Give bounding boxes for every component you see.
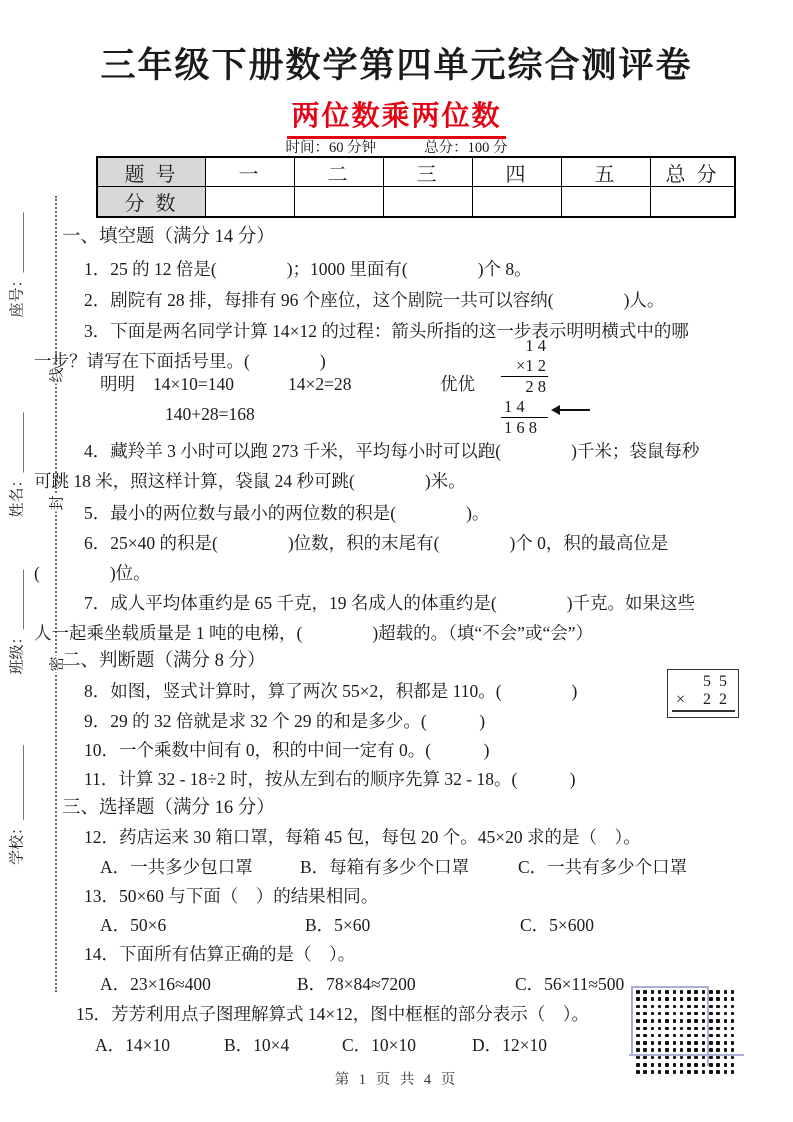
question-6-line1: 6．25×40 的积是( )位数，积的末尾有( )个 0，积的最高位是 bbox=[84, 533, 669, 553]
q8-vertical-calc-box bbox=[667, 669, 739, 718]
score-table-score-label: 分 数 bbox=[98, 187, 206, 216]
question-3-line1: 3．下面是两名同学计算 14×12 的过程：箭头所指的这一步表示明明横式中的哪 bbox=[84, 321, 689, 341]
sidebar-name-label: 姓名：＿＿＿＿ bbox=[9, 412, 26, 518]
q15-option-b: B．10×4 bbox=[224, 1035, 290, 1055]
page-title: 三年级下册数学第四单元综合测评卷 bbox=[100, 46, 693, 85]
seal-dotted-line bbox=[55, 196, 57, 992]
sidebar-school-label: 学校：＿＿＿＿＿ bbox=[9, 744, 26, 866]
page-footer: 第 1 页 共 4 页 bbox=[334, 1072, 459, 1088]
left-arrow-icon bbox=[551, 403, 591, 417]
sidebar-class-label: 班级：＿＿＿＿ bbox=[9, 569, 26, 675]
score-table-header-qnum: 题 号 bbox=[98, 158, 206, 187]
score-table-col-1: 一 bbox=[206, 158, 295, 187]
exam-meta bbox=[0, 136, 793, 157]
score-table-col-5: 五 bbox=[562, 158, 651, 187]
q12-option-b: B．每箱有多少个口罩 bbox=[300, 857, 470, 877]
q3-mingming-step1: 14×10=140 bbox=[153, 374, 234, 394]
question-5: 5．最小的两位数与最小的两位数的积是( )。 bbox=[84, 503, 490, 523]
q13-option-a: A．50×6 bbox=[100, 915, 167, 935]
question-15: 15．芳芳利用点子图理解算式 14×12，图中框框的部分表示（ ）。 bbox=[76, 1004, 589, 1024]
question-4-line2: 可跳 18 米，照这样计算，袋鼠 24 秒可跳( )米。 bbox=[34, 471, 466, 491]
section1-heading: 一、填空题（满分 14 分） bbox=[62, 227, 275, 247]
question-8: 8．如图，竖式计算时，算了两次 55×2，积都是 110。( ) bbox=[84, 681, 578, 701]
q8-box-bottom: 2 2 bbox=[703, 691, 729, 708]
score-table-col-2: 二 bbox=[295, 158, 384, 187]
question-2: 2．剧院有 28 排，每排有 96 个座位，这个剧院一共可以容纳( )人。 bbox=[84, 290, 665, 310]
q3-vertical-multiplication bbox=[501, 336, 548, 438]
score-table bbox=[96, 156, 736, 218]
vm-multiplier: ×1 2 bbox=[501, 356, 548, 377]
score-table-col-3: 三 bbox=[384, 158, 473, 187]
vm-result: 1 6 8 bbox=[504, 418, 537, 437]
vm-multiplicand: 1 4 bbox=[525, 336, 546, 355]
score-cell-blank bbox=[206, 187, 295, 216]
question-11: 11．计算 32 - 18÷2 时，按从左到右的顺序先算 32 - 18。( ) bbox=[84, 769, 576, 789]
q8-box-rule bbox=[672, 710, 735, 712]
dot-grid-frame-top bbox=[631, 986, 709, 988]
total-score: 总分：100 分 bbox=[424, 140, 508, 156]
q14-option-c: C．56×11≈500 bbox=[515, 974, 625, 994]
section3-heading: 三、选择题（满分 16 分） bbox=[62, 798, 275, 818]
score-cell-blank bbox=[384, 187, 473, 216]
q3-mingming-label: 明明 bbox=[100, 374, 135, 394]
q12-option-c: C．一共有多少个口罩 bbox=[518, 857, 688, 877]
question-9: 9．29 的 32 倍就是求 32 个 29 的和是多少。( ) bbox=[84, 711, 486, 731]
q3-mingming-step2: 14×2=28 bbox=[288, 374, 352, 394]
score-table-col-total: 总 分 bbox=[651, 158, 734, 187]
q14-option-a: A．23×16≈400 bbox=[100, 974, 211, 994]
question-6-line2: ( )位。 bbox=[34, 563, 151, 583]
question-10: 10．一个乘数中间有 0，积的中间一定有 0。( ) bbox=[84, 740, 490, 760]
question-1: 1．25 的 12 倍是( )；1000 里面有( )个 8。 bbox=[84, 259, 532, 279]
q13-option-c: C．5×600 bbox=[520, 915, 595, 935]
question-13: 13．50×60 与下面（ ）的结果相同。 bbox=[84, 886, 379, 906]
question-7-line2: 人一起乘坐载质量是 1 吨的电梯，( )超载的。（填“不会”或“会”） bbox=[34, 623, 593, 643]
seal-char-mi: 密 bbox=[43, 655, 70, 672]
question-4-line1: 4．藏羚羊 3 小时可以跑 273 千米，平均每小时可以跑( )千米；袋鼠每秒 bbox=[84, 441, 700, 461]
seal-char-feng: 封 bbox=[43, 494, 70, 511]
q8-box-times-sign: × bbox=[676, 691, 688, 708]
page-subtitle: 两位数乘两位数 bbox=[287, 94, 505, 139]
question-14: 14．下面所有估算正确的是（ ）。 bbox=[84, 944, 356, 964]
seal-char-xian: 线 bbox=[43, 366, 70, 383]
dot-grid-frame-left bbox=[631, 986, 633, 1056]
subtitle-wrap bbox=[0, 94, 793, 139]
question-12: 12．药店运来 30 箱口罩，每箱 45 包，每包 20 个。45×20 求的是（ ）。 bbox=[84, 827, 641, 847]
time-limit: 时间：60 分钟 bbox=[285, 140, 377, 156]
dot-grid-frame-bottom bbox=[629, 1054, 744, 1056]
sidebar-seat-label: 座号：＿＿＿＿ bbox=[9, 212, 26, 318]
q14-option-b: B．78×84≈7200 bbox=[297, 974, 416, 994]
q8-box-top: 5 5 bbox=[703, 673, 729, 690]
score-cell-blank bbox=[473, 187, 562, 216]
q15-option-a: A．14×10 bbox=[95, 1035, 171, 1055]
score-cell-blank bbox=[562, 187, 651, 216]
q15-option-d: D．12×10 bbox=[472, 1035, 548, 1055]
q13-option-b: B．5×60 bbox=[305, 915, 371, 935]
vm-partial2: 1 4 bbox=[501, 397, 548, 418]
q3-mingming-step3: 140+28=168 bbox=[165, 404, 255, 424]
section2-heading: 二、判断题（满分 8 分） bbox=[62, 651, 266, 671]
vm-partial1: 2 8 bbox=[525, 377, 546, 396]
question-7-line1: 7．成人平均体重约是 65 千克，19 名成人的体重约是( )千克。如果这些 bbox=[84, 593, 696, 613]
score-cell-blank bbox=[295, 187, 384, 216]
question-3-line2: 一步？请写在下面括号里。( ) bbox=[34, 351, 326, 371]
q3-youyou-label: 优优 bbox=[440, 374, 475, 394]
q12-option-a: A．一共多少包口罩 bbox=[100, 857, 253, 877]
score-table-col-4: 四 bbox=[473, 158, 562, 187]
q15-option-c: C．10×10 bbox=[342, 1035, 417, 1055]
score-cell-blank bbox=[651, 187, 734, 216]
